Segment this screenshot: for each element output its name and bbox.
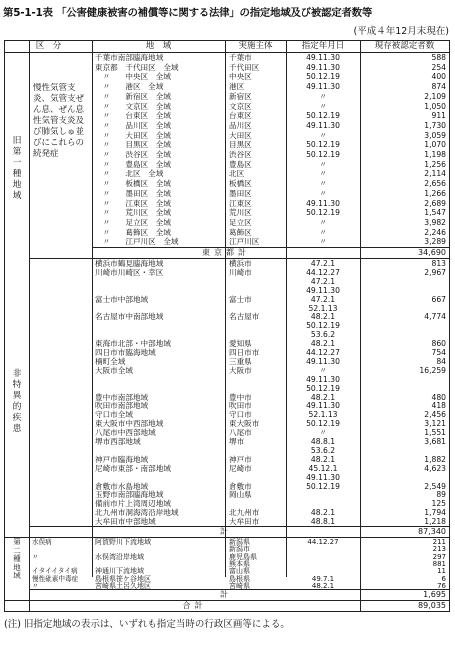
implementer-cell: 新潟県 bbox=[229, 538, 250, 546]
grand-total-label: 合計 bbox=[182, 601, 207, 610]
implementer-cell: 大阪市 bbox=[229, 365, 252, 375]
area-cell: 四日市市臨海地域 bbox=[95, 348, 156, 357]
designated-date-cell: 49.7.1 bbox=[311, 574, 335, 583]
designated-date-cell: 44.12.27 bbox=[307, 538, 339, 546]
area-cell: 八尾市中西部地域 bbox=[95, 428, 156, 438]
area-cell: 〃 足立区 全域 bbox=[95, 217, 171, 227]
implementer-cell: 荒川区 bbox=[229, 208, 252, 218]
designated-date-cell: 53.6.2 bbox=[310, 330, 336, 340]
count-cell: 3,121 bbox=[424, 419, 446, 429]
implementer-cell: 三重県 bbox=[229, 356, 252, 366]
area-cell: 名古屋市中南部地域 bbox=[95, 312, 164, 322]
count-cell: 911 bbox=[431, 111, 446, 121]
count-cell: 16,259 bbox=[419, 365, 446, 375]
count-cell: 125 bbox=[431, 499, 446, 509]
designated-date-cell: 48.2.1 bbox=[310, 339, 336, 349]
header-designated: 指定年月日 bbox=[301, 41, 345, 51]
designated-date-cell: 48.2.1 bbox=[310, 392, 336, 402]
count-cell: 754 bbox=[431, 348, 446, 357]
designated-date-cell: 50.12.19 bbox=[306, 150, 340, 159]
area-cell: 〃 荒川区 全域 bbox=[95, 208, 171, 218]
table-header bbox=[5, 41, 449, 53]
implementer-cell: 倉敷市 bbox=[229, 481, 252, 491]
designated-date-cell: 44.12.27 bbox=[306, 267, 340, 277]
area-cell: 〃 目黒区 全域 bbox=[95, 140, 171, 150]
count-cell: 2,967 bbox=[424, 267, 446, 277]
area-cell: 富士市中部地域 bbox=[95, 294, 149, 304]
disease-cell: イタイイタイ病 bbox=[32, 567, 78, 576]
area-cell: 〃 台東区 全域 bbox=[95, 111, 171, 121]
area-cell: 水俣湾沿岸地域 bbox=[95, 552, 144, 561]
class1-label: 旧第一種地域 bbox=[12, 136, 22, 201]
area-cell: 千葉市南部臨海地域 bbox=[95, 53, 164, 62]
designated-date-cell: 49.11.30 bbox=[306, 285, 340, 295]
count-cell: 2,246 bbox=[424, 227, 446, 237]
implementer-cell: 墨田区 bbox=[229, 188, 252, 198]
area-cell: 楠町全域 bbox=[95, 356, 126, 366]
implementer-cell: 宮崎県 bbox=[229, 581, 250, 590]
count-cell: 860 bbox=[431, 339, 446, 349]
count-cell: 3,289 bbox=[424, 237, 446, 247]
designated-date-cell: 44.12.27 bbox=[306, 348, 340, 357]
as-of-date: (平成４年12月末現在) bbox=[353, 26, 449, 37]
area-cell: 堺市西部地域 bbox=[95, 437, 141, 446]
area-cell: 〃 大田区 全域 bbox=[95, 130, 171, 140]
implementer-cell: 江戸川区 bbox=[229, 237, 260, 247]
tokyo-subtotal-value: 34,690 bbox=[418, 248, 446, 257]
count-cell: 254 bbox=[431, 62, 446, 72]
implementer-cell: 横浜市 bbox=[229, 259, 252, 268]
area-cell: 島根県笹ケ谷地区 bbox=[95, 574, 151, 583]
implementer-cell: 北区 bbox=[229, 169, 245, 179]
designated-date-cell: 45.12.1 bbox=[308, 463, 338, 473]
designated-date-cell: 50.12.19 bbox=[306, 383, 340, 393]
implementer-cell: 堺市 bbox=[229, 437, 245, 446]
implementer-cell: 港区 bbox=[229, 82, 245, 92]
implementer-cell: 愛知県 bbox=[229, 339, 252, 349]
area-cell: 神戸市臨海地域 bbox=[95, 454, 149, 464]
implementer-cell: 守口市 bbox=[229, 410, 252, 420]
designated-date-cell: 49.11.30 bbox=[306, 53, 340, 62]
area-cell: 守口市全域 bbox=[95, 410, 133, 420]
count-cell: 588 bbox=[431, 53, 446, 62]
implementer-cell: 豊島区 bbox=[229, 159, 252, 169]
implementer-cell: 北九州市 bbox=[229, 508, 260, 518]
implementer-cell: 富山県 bbox=[229, 567, 250, 576]
count-cell: 813 bbox=[431, 259, 446, 268]
footnote: (注) 旧指定地域の表示は、いずれも指定当時の行政区画等による。 bbox=[4, 619, 290, 630]
header-category: 区 分 bbox=[35, 41, 62, 51]
class2-total-value: 1,695 bbox=[423, 590, 446, 599]
count-cell: 1,198 bbox=[424, 150, 446, 159]
area-cell: 〃 中央区 全域 bbox=[95, 72, 171, 82]
designated-date-cell: 49.11.30 bbox=[306, 198, 340, 208]
designated-date-cell: 〃 bbox=[319, 169, 327, 179]
implementer-cell: 板橋区 bbox=[229, 179, 252, 189]
area-cell: 東海市北部・中部地域 bbox=[95, 339, 171, 349]
designated-date-cell: 50.12.19 bbox=[306, 321, 340, 331]
designated-date-cell: 48.2.1 bbox=[310, 312, 336, 322]
implementer-cell: 名古屋市 bbox=[229, 312, 260, 322]
area-cell: 〃 文京区 全域 bbox=[95, 101, 171, 111]
area-cell: 宮崎県土呂久地区 bbox=[95, 581, 151, 590]
count-cell: 89 bbox=[436, 490, 446, 500]
implementer-cell: 富士市 bbox=[229, 294, 252, 304]
area-cell: 阿賀野川下流地域 bbox=[95, 538, 151, 546]
area-cell: 横浜市鶴見臨海地域 bbox=[95, 259, 164, 268]
designated-date-cell: 48.2.1 bbox=[310, 454, 336, 464]
disease-description: 慢性気管支炎、気管支ぜん息、ぜん息性気管支炎及び肺気しゅ並びにこれらの続発症 bbox=[33, 83, 85, 159]
designated-date-cell: 49.11.30 bbox=[306, 356, 340, 366]
header-area: 地 域 bbox=[145, 41, 172, 51]
designated-date-cell: 49.11.30 bbox=[306, 62, 340, 72]
area-cell: 〃 江戸川区 全域 bbox=[95, 237, 179, 247]
designated-date-cell: 52.1.13 bbox=[308, 303, 338, 313]
count-cell: 76 bbox=[437, 581, 446, 590]
count-cell: 213 bbox=[432, 545, 446, 554]
designated-date-cell: 48.8.1 bbox=[310, 517, 336, 527]
header-count: 現存被認定者数 bbox=[374, 41, 435, 51]
designated-date-cell: 〃 bbox=[319, 217, 327, 227]
area-cell: 〃 新宿区 全域 bbox=[95, 91, 171, 101]
disease-cell: 〃 bbox=[32, 552, 39, 561]
count-cell: 418 bbox=[431, 401, 446, 411]
count-cell: 6 bbox=[441, 574, 446, 583]
class1-total-label: 計 bbox=[220, 527, 232, 536]
implementer-cell: 江東区 bbox=[229, 198, 252, 208]
designated-date-cell: 〃 bbox=[319, 91, 327, 101]
table-title: 第5-1-1表 「公害健康被害の補償等に関する法律」の指定地域及び被認定者数等 bbox=[3, 7, 373, 19]
designated-date-cell: 50.12.19 bbox=[306, 111, 340, 121]
designated-date-cell: 〃 bbox=[319, 101, 327, 111]
implementer-cell: 神戸市 bbox=[229, 454, 252, 464]
disease-cell: 〃 bbox=[32, 581, 39, 590]
designated-date-cell: 49.11.30 bbox=[306, 401, 340, 411]
area-cell: 〃 渋谷区 全域 bbox=[95, 150, 171, 159]
designated-date-cell: 50.12.19 bbox=[306, 481, 340, 491]
grand-total-value: 89,035 bbox=[418, 601, 446, 610]
count-cell: 480 bbox=[431, 392, 446, 402]
implementer-cell: 中央区 bbox=[229, 72, 252, 82]
implementer-cell: 大田区 bbox=[229, 130, 252, 140]
designated-date-cell: 50.12.19 bbox=[306, 72, 340, 82]
designated-date-cell: 47.2.1 bbox=[310, 294, 336, 304]
implementer-cell: 尼崎市 bbox=[229, 463, 252, 473]
area-cell: 〃 墨田区 全域 bbox=[95, 188, 171, 198]
count-cell: 1,050 bbox=[424, 101, 446, 111]
implementer-cell: 千葉市 bbox=[229, 53, 252, 62]
area-cell: 倉敷市水島地域 bbox=[95, 481, 149, 491]
count-cell: 3,982 bbox=[424, 217, 446, 227]
count-cell: 2,549 bbox=[424, 481, 446, 491]
count-cell: 881 bbox=[432, 559, 446, 568]
header-implementer: 実施主体 bbox=[238, 41, 273, 51]
implementer-cell: 岡山県 bbox=[229, 490, 252, 500]
implementer-cell: 目黒区 bbox=[229, 140, 252, 150]
designated-date-cell: 49.11.30 bbox=[306, 374, 340, 384]
implementer-cell: 文京区 bbox=[229, 101, 252, 111]
disease-cell: 慢性砒素中毒症 bbox=[32, 574, 79, 583]
class2-label: 第二種地域 bbox=[13, 537, 21, 581]
area-cell: 〃 豊島区 全域 bbox=[95, 159, 171, 169]
designated-date-cell: 〃 bbox=[319, 188, 327, 198]
area-cell: 備前市片上湾周辺地域 bbox=[95, 499, 171, 509]
implementer-cell: 川崎市 bbox=[229, 267, 252, 277]
implementer-cell: 新潟市 bbox=[229, 545, 250, 554]
implementer-cell: 足立区 bbox=[229, 217, 252, 227]
area-cell: 尼崎市東部・南部地域 bbox=[95, 463, 171, 473]
designated-date-cell: 〃 bbox=[319, 179, 327, 189]
designated-date-cell: 49.11.30 bbox=[306, 120, 340, 130]
count-cell: 2,114 bbox=[424, 169, 446, 179]
area-cell: 東京都 千代田区 全域 bbox=[95, 62, 179, 72]
implementer-cell: 大牟田市 bbox=[229, 517, 260, 527]
count-cell: 4,774 bbox=[424, 312, 446, 322]
area-cell: 大牟田市中部地域 bbox=[95, 517, 156, 527]
implementer-cell: 吹田市 bbox=[229, 401, 252, 411]
count-cell: 1,730 bbox=[424, 120, 446, 130]
disease-cell: 水俣病 bbox=[32, 538, 52, 546]
designated-date-cell: 53.6.2 bbox=[310, 445, 336, 455]
count-cell: 11 bbox=[437, 567, 446, 576]
count-cell: 1,218 bbox=[424, 517, 446, 527]
implementer-cell: 葛飾区 bbox=[229, 227, 252, 237]
designated-date-cell: 49.11.30 bbox=[306, 472, 340, 482]
count-cell: 1,551 bbox=[424, 428, 446, 438]
implementer-cell: 四日市市 bbox=[229, 348, 260, 357]
count-cell: 4,623 bbox=[424, 463, 446, 473]
area-cell: 〃 港区 全域 bbox=[95, 82, 164, 92]
count-cell: 667 bbox=[431, 294, 446, 304]
implementer-cell: 千代田区 bbox=[229, 62, 260, 72]
count-cell: 3,681 bbox=[424, 437, 446, 446]
designated-date-cell: 49.11.30 bbox=[306, 82, 340, 92]
count-cell: 3,059 bbox=[424, 130, 446, 140]
area-cell: 大阪市全域 bbox=[95, 365, 133, 375]
implementer-cell: 新宿区 bbox=[229, 91, 252, 101]
designated-date-cell: 〃 bbox=[319, 428, 327, 438]
count-cell: 1,256 bbox=[424, 159, 446, 169]
implementer-cell: 島根県 bbox=[229, 574, 250, 583]
count-cell: 2,456 bbox=[424, 410, 446, 420]
class2-total-label: 計 bbox=[220, 590, 232, 599]
designated-date-cell: 48.2.1 bbox=[310, 508, 336, 518]
count-cell: 1,070 bbox=[424, 140, 446, 150]
area-cell: 川崎市川崎区・幸区 bbox=[95, 267, 164, 277]
designated-date-cell: 52.1.13 bbox=[308, 410, 338, 420]
class1-nonspecific-label: 非特異的疾患 bbox=[12, 369, 22, 434]
count-cell: 2,656 bbox=[424, 179, 446, 189]
area-cell: 〃 品川区 全域 bbox=[95, 120, 171, 130]
implementer-cell: 八尾市 bbox=[229, 428, 252, 438]
designated-date-cell: 48.8.1 bbox=[310, 437, 336, 446]
area-cell: 〃 葛飾区 全域 bbox=[95, 227, 171, 237]
count-cell: 211 bbox=[432, 538, 446, 546]
implementer-cell: 豊中市 bbox=[229, 392, 252, 402]
designated-date-cell: 〃 bbox=[319, 227, 327, 237]
designated-date-cell: 48.2.1 bbox=[311, 581, 335, 590]
implementer-cell: 熊本県 bbox=[229, 559, 250, 568]
count-cell: 1,547 bbox=[424, 208, 446, 218]
designated-date-cell: 50.12.19 bbox=[306, 208, 340, 218]
area-cell: 〃 江東区 全域 bbox=[95, 198, 171, 208]
count-cell: 400 bbox=[431, 72, 446, 82]
implementer-cell: 台東区 bbox=[229, 111, 252, 121]
designated-date-cell: 47.2.1 bbox=[310, 259, 336, 268]
area-cell: 〃 板橋区 全域 bbox=[95, 179, 171, 189]
designated-date-cell: 47.2.1 bbox=[310, 276, 336, 286]
designated-date-cell: 50.12.19 bbox=[306, 419, 340, 429]
class1-total-value: 87,340 bbox=[418, 527, 446, 536]
implementer-cell: 鹿児島県 bbox=[229, 552, 257, 561]
designated-date-cell: 〃 bbox=[319, 365, 327, 375]
implementer-cell: 東大阪市 bbox=[229, 419, 260, 429]
count-cell: 1,882 bbox=[424, 454, 446, 464]
designated-date-cell: 〃 bbox=[319, 237, 327, 247]
designated-date-cell: 〃 bbox=[319, 130, 327, 140]
count-cell: 1,266 bbox=[424, 188, 446, 198]
divider bbox=[92, 41, 93, 577]
implementer-cell: 渋谷区 bbox=[229, 150, 252, 159]
area-cell: 東大阪市中西部地域 bbox=[95, 419, 164, 429]
count-cell: 297 bbox=[432, 552, 446, 561]
count-cell: 874 bbox=[431, 82, 446, 92]
data-table bbox=[4, 40, 450, 612]
area-cell: 北九州市洞海湾沿岸地域 bbox=[95, 508, 179, 518]
area-cell: 〃 北区 全域 bbox=[95, 169, 164, 179]
area-cell: 豊中市南部地域 bbox=[95, 392, 149, 402]
area-cell: 神通川下流地域 bbox=[95, 567, 144, 576]
tokyo-subtotal-label: 東京都計 bbox=[202, 248, 250, 257]
count-cell: 84 bbox=[436, 356, 446, 366]
implementer-cell: 品川区 bbox=[229, 120, 252, 130]
divider bbox=[225, 41, 226, 577]
area-cell: 玉野市南部臨海地域 bbox=[95, 490, 164, 500]
count-cell: 2,109 bbox=[424, 91, 446, 101]
area-cell: 吹田市南部地域 bbox=[95, 401, 149, 411]
count-cell: 2,689 bbox=[424, 198, 446, 208]
designated-date-cell: 50.12.19 bbox=[306, 140, 340, 150]
count-cell: 1,794 bbox=[424, 508, 446, 518]
designated-date-cell: 〃 bbox=[319, 159, 327, 169]
